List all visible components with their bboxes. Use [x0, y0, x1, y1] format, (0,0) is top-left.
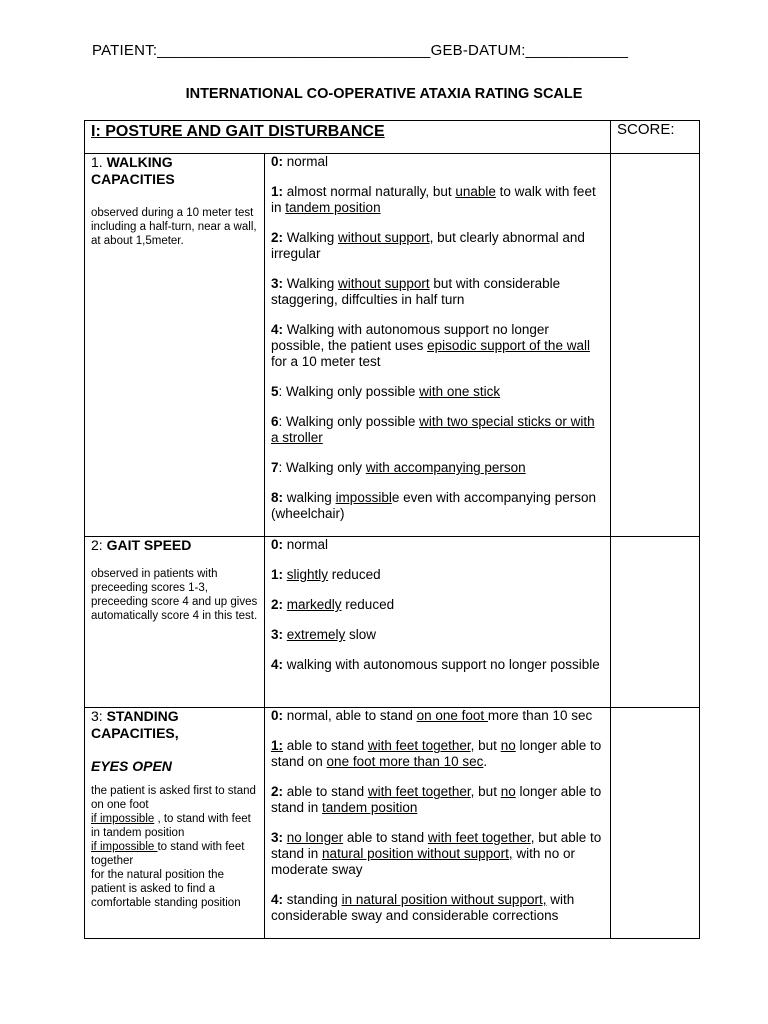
gait-option-3: 3: extremely slow [271, 627, 377, 642]
patient-label: PATIENT: [92, 42, 158, 59]
walking-option-2: 2: Walking without support, but clearly abnormal and irregular [271, 230, 585, 261]
section-header-row [85, 121, 700, 154]
dob-label: GEB-DATUM: [430, 42, 526, 59]
walking-option-0: 0: normal [271, 154, 329, 169]
rating-table [84, 120, 700, 939]
standing-option-4: 4: standing in natural position without support, with considerable sway and considerable corrections [271, 892, 575, 923]
item-standing-description: the patient is asked first to stand on one foot if impossible , to stand with feet in tandem position if impossible to stand with feet together for the natural position the patient is asked to find a comfortable standing position [91, 785, 256, 909]
standing-option-3: 3: no longer able to stand with feet together, but able to stand in natural position without support, with no or moderate sway [271, 830, 602, 877]
patient-blank: ________________________________ [157, 42, 431, 59]
item-standing-score-cell[interactable] [611, 708, 700, 939]
item-standing-options [265, 708, 611, 939]
walking-option-1: 1: almost normal naturally, but unable to walk with feet in tandem position [271, 184, 596, 215]
item-gait-heading: 2: GAIT SPEED [91, 537, 192, 553]
walking-option-6: 6: Walking only possible with two special sticks or with a stroller [271, 414, 595, 445]
gait-option-0: 0: normal [271, 537, 329, 552]
walking-option-7: 7: Walking only with accompanying person [271, 460, 526, 475]
item-gait-description: observed in patients with preceeding scores 1-3, preceeding score 4 and up gives automatically score 4 in this test. [91, 568, 258, 622]
walking-option-5: 5: Walking only possible with one stick [271, 384, 501, 399]
walking-option-4: 4: Walking with autonomous support no longer possible, the patient uses episodic support of the wall for a 10 meter test [271, 322, 590, 369]
walking-option-8: 8: walking impossible even with accompanying person (wheelchair) [271, 490, 596, 521]
item-standing-row [85, 708, 700, 939]
gait-option-2: 2: markedly reduced [271, 597, 395, 612]
dob-blank: ____________ [525, 42, 629, 59]
item-gait-row [85, 537, 700, 708]
item-walking-options [265, 154, 611, 537]
standing-option-2: 2: able to stand with feet together, but no longer able to stand in tandem position [271, 784, 602, 815]
item-gait-label-cell [85, 537, 265, 708]
item-walking-row [85, 154, 700, 537]
item-walking-description: observed during a 10 meter test including a half-turn, near a wall, at about 1,5meter. [91, 207, 257, 247]
document-title: INTERNATIONAL CO-OPERATIVE ATAXIA RATING SCALE [185, 86, 583, 102]
eyes-open-subheading: EYES OPEN [91, 758, 172, 774]
gait-option-1: 1: slightly reduced [271, 567, 381, 582]
item-gait-options [265, 537, 611, 708]
item-walking-score-cell[interactable] [611, 154, 700, 537]
item-gait-score-cell[interactable] [611, 537, 700, 708]
walking-option-3: 3: Walking without support but with considerable staggering, diffculties in half turn [271, 276, 561, 307]
score-header: SCORE: [611, 121, 700, 154]
section-title: I: POSTURE AND GAIT DISTURBANCE [85, 121, 611, 154]
gait-option-4: 4: walking with autonomous support no longer possible [271, 657, 600, 672]
item-standing-label-cell [85, 708, 265, 939]
standing-option-1: 1: able to stand with feet together, but no longer able to stand on one foot more than 10 sec. [271, 738, 602, 769]
item-walking-label-cell [85, 154, 265, 537]
standing-option-0: 0: normal, able to stand on one foot more than 10 sec [271, 708, 593, 723]
item-standing-heading: 3: STANDING CAPACITIES, [91, 708, 179, 741]
item-walking-heading: 1. WALKING CAPACITIES [91, 154, 175, 187]
patient-header [92, 42, 628, 59]
